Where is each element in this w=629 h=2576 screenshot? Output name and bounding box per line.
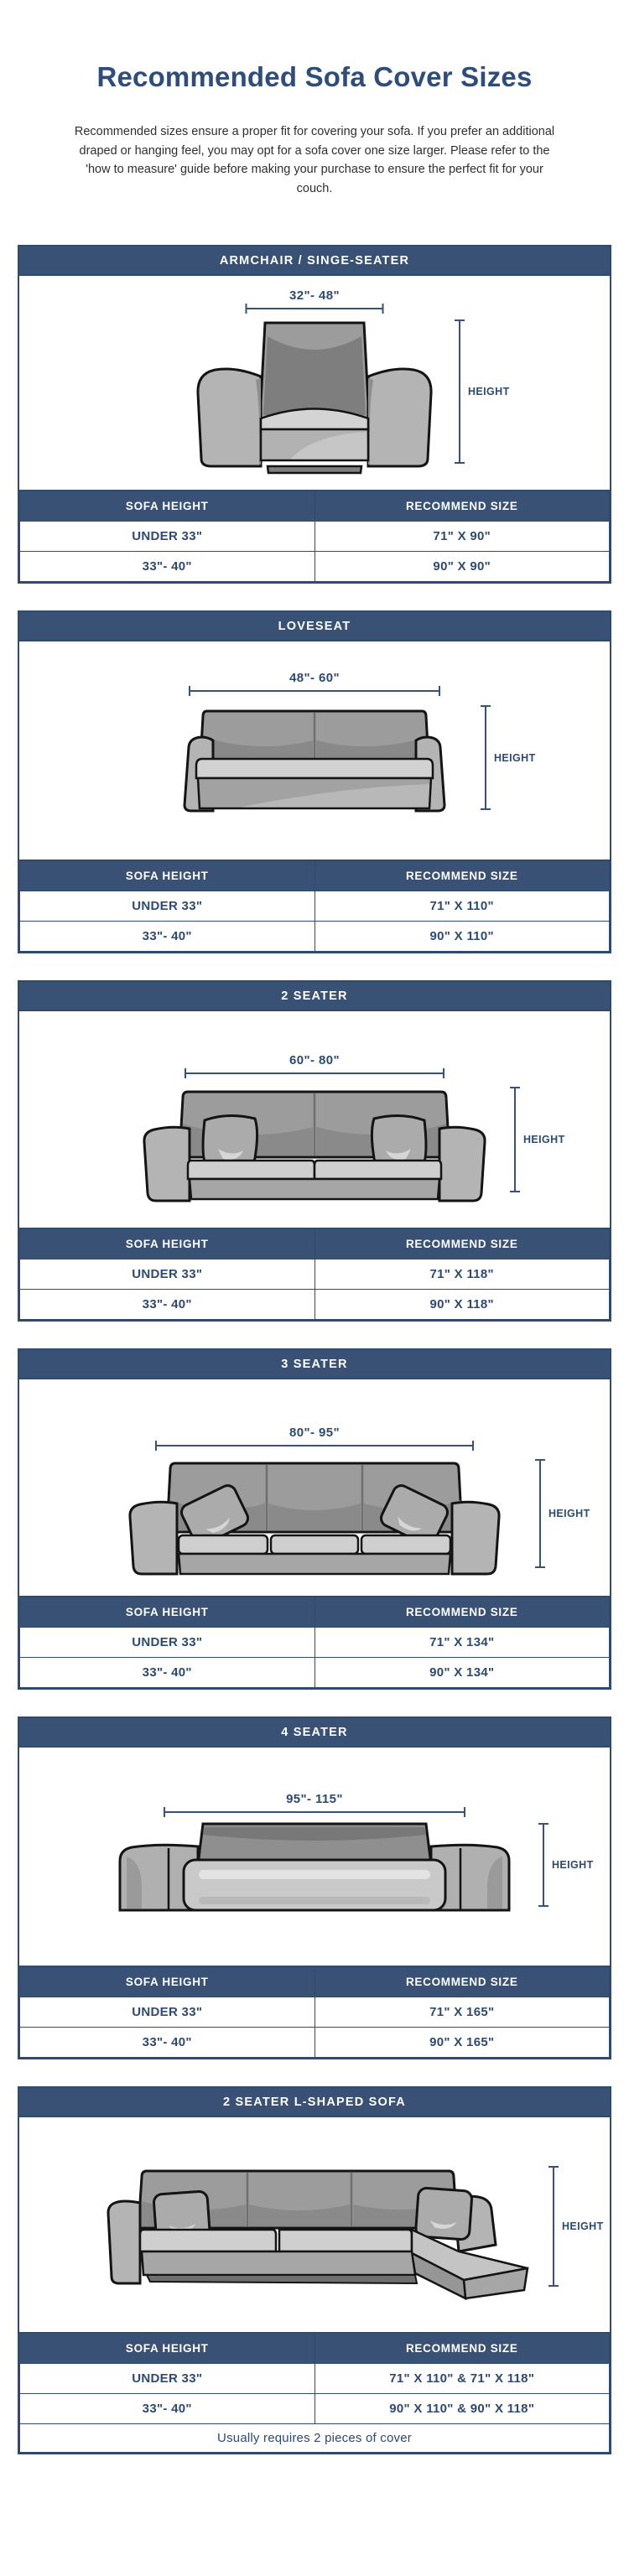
recommend-size-value: 90" X 165" [314,2028,610,2058]
section-4-seater [18,1716,611,2059]
height-label: HEIGHT [562,2220,604,2233]
size-table [19,860,610,952]
height-label: HEIGHT [494,751,536,764]
width-dimension [246,288,384,309]
sofa-height-value: 33"- 40" [20,1658,315,1688]
loveseat-illustration-area [19,641,610,860]
2-seater-illustration [134,1083,495,1209]
sofa-height-value: UNDER 33" [20,891,315,922]
recommend-size-value: 90" X 110" & 90" X 118" [314,2394,610,2424]
section-2-seater [18,980,611,1322]
recommend-size-value: 90" X 110" [314,922,610,952]
width-range-label: 32"- 48" [289,288,340,304]
size-table [19,490,610,582]
height-dimension-line [543,1823,544,1907]
height-label: HEIGHT [523,1134,565,1146]
section-title: 2 SEATER L-SHAPED SOFA [19,2088,610,2117]
height-dimension [485,705,536,810]
3-seater-illustration [113,1457,516,1582]
width-dimension [164,1792,465,1813]
height-dimension [514,1087,565,1192]
sofa-height-value: 33"- 40" [20,2394,315,2424]
table-row [20,552,610,582]
recommend-size-value: 90" X 118" [314,1290,610,1320]
2-seater-illustration-area [19,1011,610,1228]
recommend-size-value: 71" X 90" [314,522,610,552]
section-title: LOVESEAT [19,612,610,641]
table-row [20,2364,610,2394]
recommend-size-value: 71" X 165" [314,1997,610,2028]
armchair-illustration-area [19,276,610,490]
table-row [20,1997,610,2028]
sofa-height-value: UNDER 33" [20,522,315,552]
table-row [20,922,610,952]
width-dimension-line [189,690,440,692]
table-row [20,1259,610,1290]
size-table [19,1228,610,1320]
recommend-size-value: 90" X 90" [314,552,610,582]
size-table [19,1596,610,1688]
4-seater-illustration [105,1821,524,1912]
col-sofa-height: SOFA HEIGHT [20,1228,315,1259]
width-dimension-line [185,1072,444,1074]
sofa-height-value: UNDER 33" [20,2364,315,2394]
note-row [20,2424,610,2453]
col-sofa-height: SOFA HEIGHT [20,491,315,522]
height-label: HEIGHT [468,386,510,398]
col-recommend-size: RECOMMEND SIZE [314,2333,610,2364]
recommend-size-value: 90" X 134" [314,1658,610,1688]
armchair-illustration [189,318,440,477]
col-sofa-height: SOFA HEIGHT [20,1597,315,1628]
l-shaped-sofa-illustration [88,2161,541,2303]
l-shaped-illustration-area [19,2117,610,2332]
sofa-height-value: 33"- 40" [20,2028,315,2058]
size-table [19,2332,610,2453]
col-sofa-height: SOFA HEIGHT [20,2333,315,2364]
height-dimension [459,319,510,464]
table-row [20,891,610,922]
section-armchair [18,245,611,584]
size-table [19,1966,610,2058]
sofa-height-value: 33"- 40" [20,552,315,582]
width-dimension-line [246,308,384,309]
width-range-label: 95"- 115" [286,1792,343,1807]
width-dimension [189,671,440,692]
section-title: 4 SEATER [19,1718,610,1748]
height-dimension-line [539,1459,541,1568]
width-range-label: 60"- 80" [289,1053,340,1068]
note-text: Usually requires 2 pieces of cover [20,2424,610,2453]
height-label: HEIGHT [552,1859,594,1872]
col-recommend-size: RECOMMEND SIZE [314,491,610,522]
recommend-size-value: 71" X 110" [314,891,610,922]
3-seater-illustration-area [19,1379,610,1596]
height-dimension-line [514,1087,516,1192]
sofa-height-value: 33"- 40" [20,1290,315,1320]
section-3-seater [18,1348,611,1690]
width-dimension-line [164,1811,465,1813]
col-sofa-height: SOFA HEIGHT [20,860,315,891]
table-row [20,1628,610,1658]
table-row [20,1290,610,1320]
height-dimension-line [553,2166,554,2287]
col-sofa-height: SOFA HEIGHT [20,1966,315,1997]
height-dimension [553,2166,604,2287]
sofa-height-value: 33"- 40" [20,922,315,952]
table-row [20,1658,610,1688]
recommend-size-value: 71" X 110" & 71" X 118" [314,2364,610,2394]
sofa-height-value: UNDER 33" [20,1259,315,1290]
table-row [20,2028,610,2058]
section-title: ARMCHAIR / SINGE-SEATER [19,247,610,276]
width-dimension [185,1053,444,1074]
recommend-size-value: 71" X 134" [314,1628,610,1658]
table-row [20,522,610,552]
sofa-height-value: UNDER 33" [20,1997,315,2028]
recommend-size-value: 71" X 118" [314,1259,610,1290]
page-subtitle: Recommended sizes ensure a proper fit for covering your sofa. If you prefer an additional draped or hanging feel, you may opt for a sofa cover one size larger. Please refer to the 'how to measure' guide before making your purchase to ensure the perfect fit for your couch. [74,124,555,196]
loveseat-illustration [176,707,453,820]
section-title: 3 SEATER [19,1350,610,1379]
height-dimension-line [459,319,460,464]
section-title: 2 SEATER [19,982,610,1011]
size-guide-sections [0,245,629,2454]
section-l-shaped [18,2086,611,2454]
4-seater-illustration-area [19,1748,610,1966]
width-range-label: 48"- 60" [289,671,340,686]
height-dimension-line [485,705,486,810]
sofa-height-value: UNDER 33" [20,1628,315,1658]
width-range-label: 80"- 95" [289,1426,340,1441]
height-dimension [543,1823,594,1907]
col-recommend-size: RECOMMEND SIZE [314,860,610,891]
width-dimension-line [155,1445,474,1446]
col-recommend-size: RECOMMEND SIZE [314,1597,610,1628]
col-recommend-size: RECOMMEND SIZE [314,1966,610,1997]
table-row [20,2394,610,2424]
height-dimension [539,1459,590,1568]
col-recommend-size: RECOMMEND SIZE [314,1228,610,1259]
height-label: HEIGHT [548,1508,590,1520]
section-loveseat [18,610,611,953]
width-dimension [155,1426,474,1446]
page-title: Recommended Sofa Cover Sizes [96,61,533,92]
